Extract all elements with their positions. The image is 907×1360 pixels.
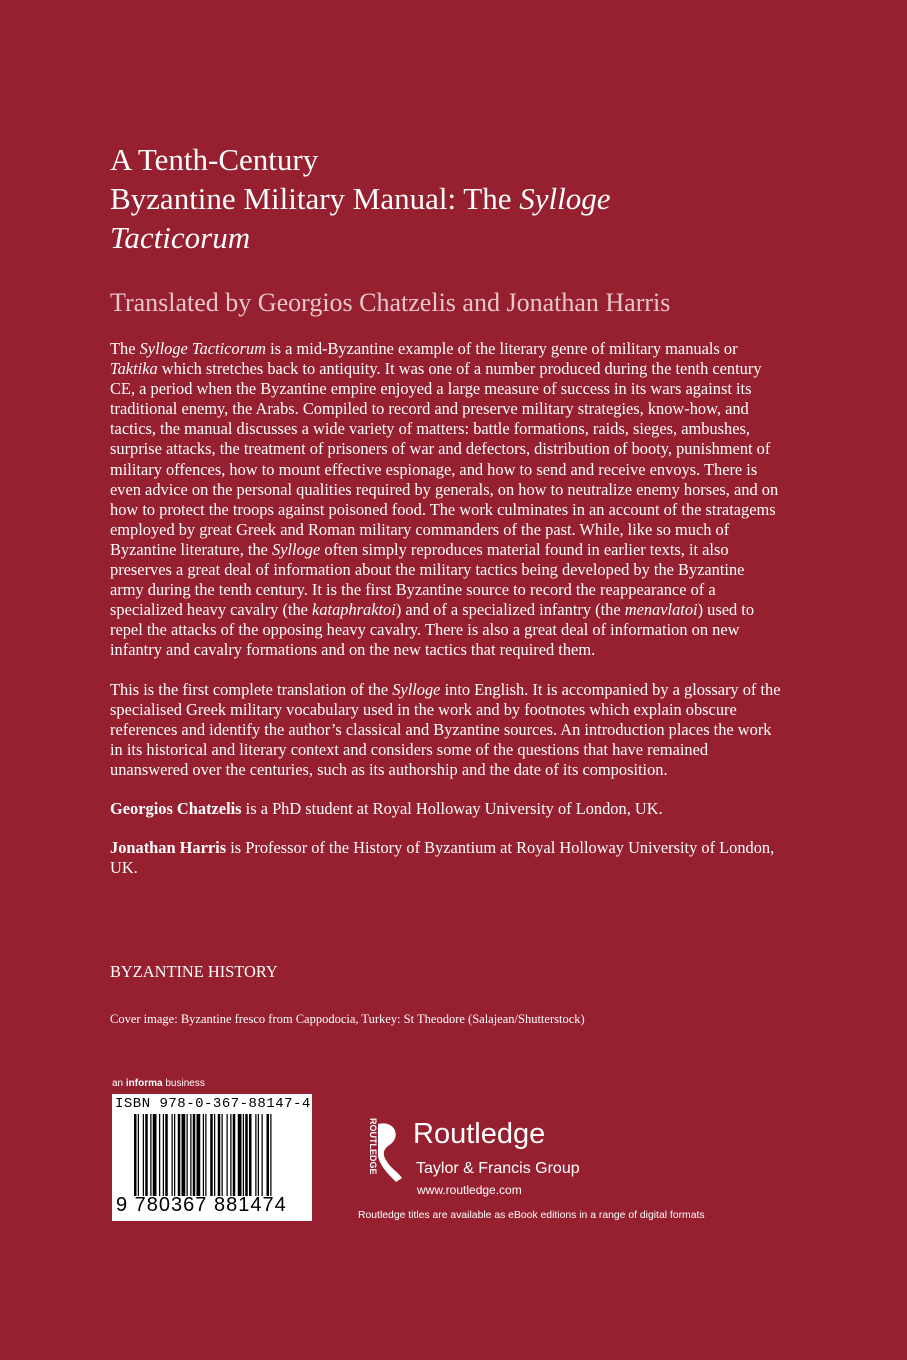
barcode-bar bbox=[238, 1114, 242, 1196]
barcode-bar bbox=[197, 1114, 201, 1196]
barcode-bar bbox=[190, 1114, 191, 1196]
blurb bbox=[110, 339, 782, 897]
author-bio-text: is a PhD student at Royal Holloway University of London, UK. bbox=[241, 798, 663, 818]
barcode-bar bbox=[134, 1114, 137, 1196]
barcode-bar bbox=[245, 1114, 248, 1196]
barcode-bar bbox=[182, 1114, 186, 1196]
barcode-bar bbox=[203, 1114, 204, 1196]
author-bio-2 bbox=[110, 838, 782, 878]
ebook-note: Routledge titles are available as eBook editions in a range of digital formats bbox=[358, 1210, 705, 1221]
barcode-bar bbox=[205, 1114, 206, 1196]
informa-tagline: an informa business bbox=[112, 1078, 205, 1089]
italic-term: Sylloge Tacticorum bbox=[139, 339, 267, 358]
barcode-bar bbox=[270, 1114, 271, 1196]
publisher-group: Taylor & Francis Group bbox=[416, 1160, 580, 1177]
barcode-bars bbox=[134, 1114, 306, 1196]
barcode-bar bbox=[210, 1114, 213, 1196]
barcode-bar bbox=[150, 1114, 151, 1196]
routledge-logo-icon bbox=[356, 1116, 404, 1186]
logo-vertical-text: ROUTLEDGE bbox=[368, 1118, 378, 1175]
barcode-bar bbox=[165, 1114, 168, 1196]
barcode-bar bbox=[233, 1114, 236, 1196]
barcode-bar bbox=[267, 1114, 270, 1196]
barcode-bar bbox=[172, 1114, 173, 1196]
description-paragraph-1: The Sylloge Tacticorum is a mid-Byzantine example of the literary genre of military manuals or Taktika which stretches back to antiquity. It was one of a number produced during the tenth century CE, a period when the Byzantine empire enjoyed a large measure of success in its wars against its traditional enemy, the Arabs. Compiled to record and preserve military strategies, know-how, and tactics, the manual discusses a wide variety of matters: battle formations, raids, sieges, ambushes, surprise attacks, the treatment of prisoners of war and defectors, distribution of booty, punishment of military offences, how to mount effective espionage, and how to send and receive envoys. There is even advice on the personal qualities required by generals, on how to neutralize enemy horses, and on how to protect the troops against poisoned food. The work culminates in an account of the stratagems employed by great Greek and Roman military commanders of the past. While, like so much of Byzantine literature, the Sylloge often simply reproduces material found in earlier texts, it also preserves a great deal of information about the military tactics being developed by the Byzantine army during the tenth century. It is the first Byzantine source to record the reappearance of a specialized heavy cavalry (the kataphraktoi) and of a specialized infantry (the menavlatoi) used to repel the attacks of the opposing heavy cavalry. There is also a great deal of information on new infantry and cavalry formations and on the new tactics that required them. bbox=[110, 339, 779, 660]
barcode-bar bbox=[187, 1114, 188, 1196]
informa-logo: informa bbox=[125, 1078, 163, 1089]
author-bio-text: is Professor of the History of Byzantium at Royal Holloway University of London, UK. bbox=[110, 838, 775, 878]
barcode-bar bbox=[227, 1114, 228, 1196]
barcode-bar bbox=[145, 1114, 148, 1196]
book-title bbox=[110, 140, 810, 257]
translators-line: Translated by Georgios Chatzelis and Jonathan Harris bbox=[110, 288, 671, 317]
barcode-bar bbox=[193, 1114, 196, 1196]
title-line-1: A Tenth-Century bbox=[110, 142, 319, 177]
title-line-2: Byzantine Military Manual: The Sylloge bbox=[110, 181, 611, 216]
barcode-bar bbox=[143, 1114, 144, 1196]
author-name: Jonathan Harris bbox=[110, 838, 227, 858]
italic-term: Taktika bbox=[110, 359, 158, 379]
italic-term: kataphraktoi bbox=[312, 600, 396, 620]
barcode-bar bbox=[262, 1114, 263, 1196]
barcode-bar bbox=[153, 1114, 157, 1196]
barcode-bar bbox=[214, 1114, 215, 1196]
italic-term: Sylloge bbox=[272, 539, 321, 559]
italic-term: menavlatoi bbox=[624, 600, 698, 620]
barcode-bar bbox=[159, 1114, 160, 1196]
series-label: BYZANTINE HISTORY bbox=[110, 962, 278, 981]
barcode-bar bbox=[138, 1114, 139, 1196]
logo-figure bbox=[378, 1123, 402, 1182]
description-paragraph-2: This is the first complete translation of the Sylloge into English. It is accompanied by a glossary of the specialised Greek military vocabulary used in the work and by footnotes which explain obscure references and identify the author’s classical and Byzantine sources. An introduction places the work in its historical and literary context and considers some of the questions that have remained unanswered over the centuries, such as its authorship and the date of its composition. bbox=[110, 679, 781, 779]
barcode-bar bbox=[230, 1114, 231, 1196]
publisher-name: Routledge bbox=[413, 1118, 546, 1150]
barcode-bar bbox=[222, 1114, 223, 1196]
barcode-bar bbox=[178, 1114, 181, 1196]
title-italic: Sylloge bbox=[519, 181, 611, 216]
barcode-bar bbox=[255, 1114, 256, 1196]
barcode-bar bbox=[218, 1114, 221, 1196]
barcode-bar bbox=[174, 1114, 175, 1196]
author-name: Georgios Chatzelis bbox=[110, 798, 242, 818]
barcode-bar bbox=[163, 1114, 164, 1196]
italic-term: Sylloge bbox=[392, 679, 441, 699]
barcode-bar bbox=[243, 1114, 244, 1196]
title-line-3: Tacticorum bbox=[110, 220, 251, 255]
cover-credit: Cover image: Byzantine fresco from Cappodocia, Turkey: St Theodore (Salajean/Shutterstock) bbox=[110, 1012, 585, 1026]
barcode-digits: 9 780367 881474 bbox=[116, 1194, 287, 1216]
publisher-url: www.routledge.com bbox=[417, 1183, 522, 1197]
isbn-text: ISBN 978-0-367-88147-4 bbox=[115, 1096, 311, 1112]
isbn-barcode bbox=[112, 1094, 312, 1221]
author-bio-1 bbox=[110, 799, 782, 819]
barcode-bar bbox=[258, 1114, 259, 1196]
barcode-bar bbox=[249, 1114, 252, 1196]
